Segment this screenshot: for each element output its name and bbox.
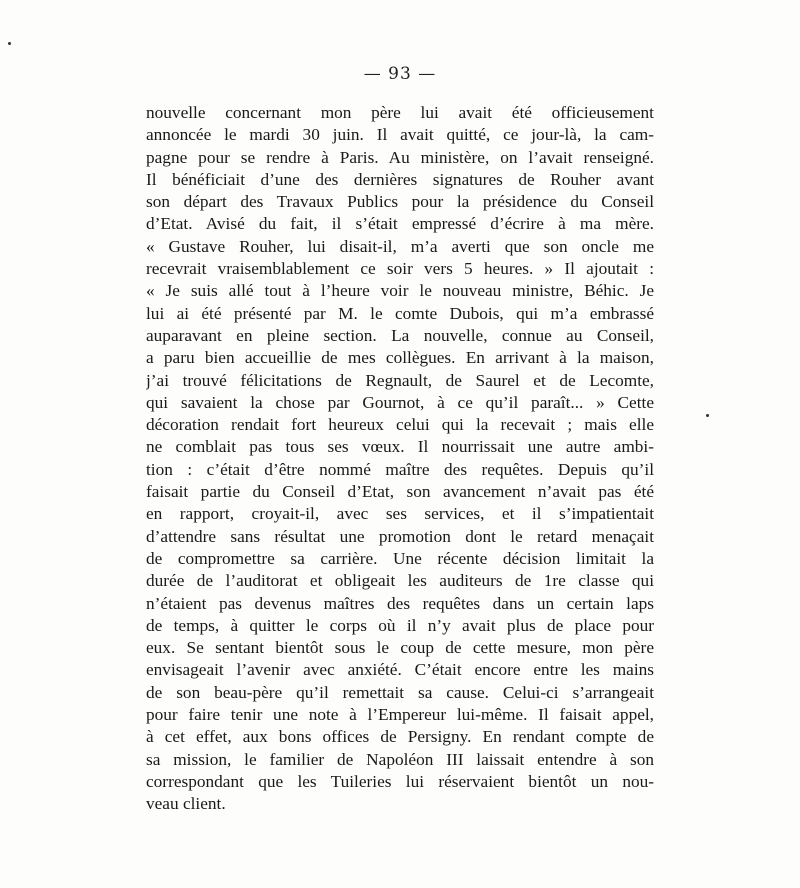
text-line: auparavant en pleine section. La nouvelle, connue au Conseil, <box>146 325 654 345</box>
text-line: en rapport, croyait-il, avec ses services, et il s’impatientait <box>146 504 654 524</box>
text-line: Il bénéficiait d’une des dernières signatures de Rouher avant <box>146 169 654 189</box>
text-line: de son beau-père qu’il remettait sa cause. Celui-ci s’arrangeait <box>146 682 654 702</box>
text-line: durée de l’auditorat et obligeait les auditeurs de 1re classe qui <box>146 571 654 591</box>
text-line: pour faire tenir une note à l’Empereur lui-même. Il faisait appel, <box>146 705 654 725</box>
text-line: eux. Se sentant bientôt sous le coup de cette mesure, mon père <box>146 638 654 658</box>
text-line: a paru bien accueillie de mes collègues. En arrivant à la maison, <box>146 348 654 368</box>
text-line: tion : c’était d’être nommé maître des requêtes. Depuis qu’il <box>146 459 654 479</box>
page-number: — 93 — <box>363 64 437 84</box>
text-line: à cet effet, aux bons offices de Persigny. En rendant compte de <box>146 727 654 747</box>
text-line: annoncée le mardi 30 juin. Il avait quitté, ce jour-là, la cam- <box>146 125 654 145</box>
text-line: nouvelle concernant mon père lui avait été officieusement <box>146 103 654 122</box>
text-line: qui savaient la chose par Gournot, à ce qu’il paraît... » Cette <box>146 392 654 412</box>
body-text <box>146 102 654 816</box>
text-line: lui ai été présenté par M. le comte Dubois, qui m’a embrassé <box>146 303 654 323</box>
text-line: veau client. <box>146 794 226 814</box>
text-line: envisageait l’avenir avec anxiété. C’était encore entre les mains <box>146 660 654 680</box>
text-line: de compromettre sa carrière. Une récente décision limitait la <box>146 548 654 568</box>
text-line: n’étaient pas devenus maîtres des requêtes dans un certain laps <box>146 593 654 613</box>
text-line: sa mission, le familier de Napoléon III laissait entendre à son <box>146 749 654 769</box>
text-line: « Je suis allé tout à l’heure voir le nouveau ministre, Béhic. Je <box>146 281 654 301</box>
margin-speck <box>8 42 11 45</box>
text-line: « Gustave Rouher, lui disait-il, m’a averti que son oncle me <box>146 236 654 256</box>
text-line: ne comblait pas tous ses vœux. Il nourrissait une autre ambi- <box>146 437 654 457</box>
text-line: d’Etat. Avisé du fait, il s’était empressé d’écrire à ma mère. <box>146 214 654 234</box>
margin-speck <box>706 414 709 417</box>
text-line: son départ des Travaux Publics pour la présidence du Conseil <box>146 192 654 212</box>
text-line: décoration rendait fort heureux celui qui la recevait ; mais elle <box>146 415 654 435</box>
text-line: d’attendre sans résultat une promotion dont le retard menaçait <box>146 526 654 546</box>
text-line: pagne pour se rendre à Paris. Au ministère, on l’avait renseigné. <box>146 147 654 167</box>
text-line: de temps, à quitter le corps où il n’y avait plus de place pour <box>146 615 654 635</box>
text-line: recevrait vraisemblablement ce soir vers 5 heures. » Il ajoutait : <box>146 259 654 279</box>
text-line: j’ai trouvé félicitations de Regnault, de Saurel et de Lecomte, <box>146 370 654 390</box>
text-line: faisait partie du Conseil d’Etat, son avancement n’avait pas été <box>146 482 654 502</box>
text-line: correspondant que les Tuileries lui réservaient bientôt un nou- <box>146 771 654 791</box>
